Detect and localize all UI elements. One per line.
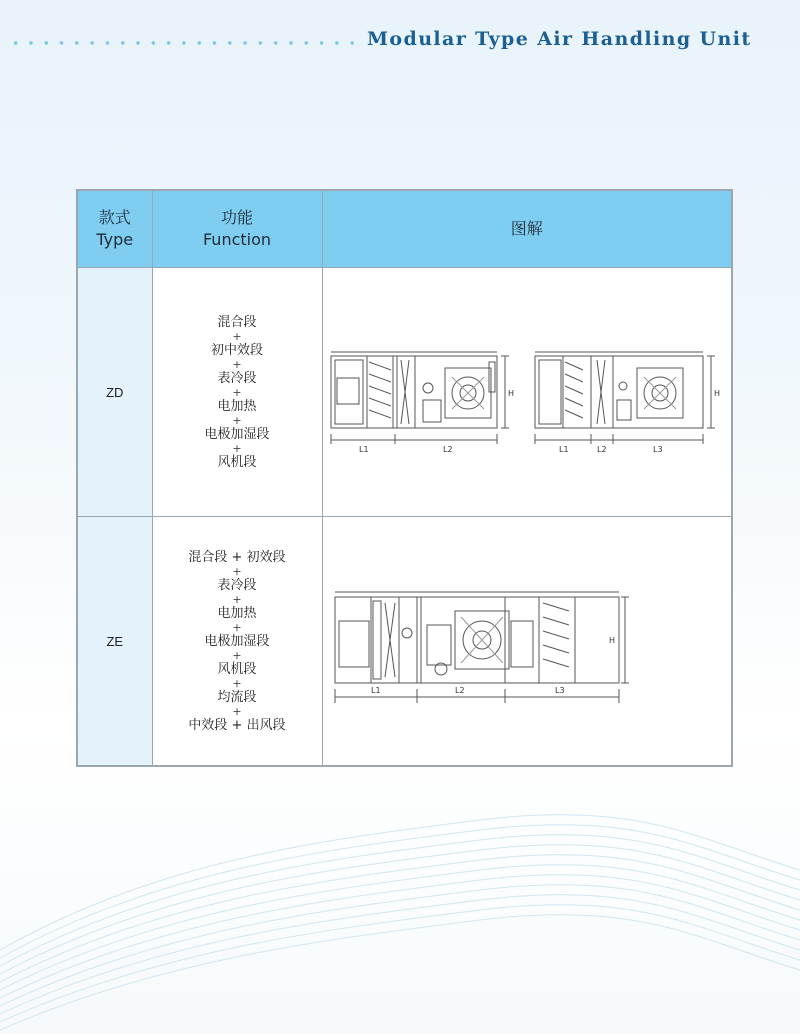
dim-label: H: [713, 389, 720, 398]
plus-sign: +: [232, 564, 242, 578]
plus-sign: +: [232, 592, 242, 606]
function-item: 混合段: [217, 314, 257, 330]
unit-diagram-ze: [323, 517, 731, 761]
dim-label: H: [608, 636, 615, 645]
plus-sign: +: [232, 357, 242, 371]
table-row-zd: [77, 268, 732, 517]
function-item: 混合段 + 初效段: [188, 549, 286, 565]
plus-sign: +: [232, 413, 242, 427]
dim-label: L1: [358, 445, 369, 454]
function-item: 电加热: [217, 398, 257, 414]
dim-label: H: [507, 389, 514, 398]
plus-sign: +: [232, 620, 242, 634]
table-row-ze: [77, 517, 732, 767]
function-item: 中效段 + 出风段: [188, 717, 286, 733]
function-item: 电极加湿段: [204, 633, 270, 649]
spec-table: [76, 189, 733, 767]
function-item: 风机段: [217, 454, 257, 470]
plus-sign: +: [232, 329, 242, 343]
diagram-cell: [322, 517, 732, 767]
diagram-cell: [322, 268, 732, 517]
type-cell: ZD: [77, 268, 152, 517]
header-function-cn: 功能: [220, 208, 253, 227]
header-type-cn: 款式: [98, 208, 131, 227]
function-item: 表冷段: [217, 577, 257, 593]
page-header: [0, 26, 800, 56]
header-function-en: Function: [202, 230, 272, 249]
function-list: [152, 268, 322, 517]
plus-sign: +: [232, 704, 242, 718]
function-list: [152, 517, 322, 767]
header-function: [152, 190, 322, 268]
dim-label: L1: [370, 686, 381, 695]
function-item: 均流段: [217, 689, 257, 705]
dotted-rule: [8, 41, 360, 45]
function-item: 风机段: [217, 661, 257, 677]
header-title: Modular Type Air Handling Unit: [367, 28, 752, 50]
header-type-en: Type: [96, 230, 134, 249]
plus-sign: +: [232, 648, 242, 662]
header-type: [77, 190, 152, 268]
dim-label: L3: [554, 686, 565, 695]
dim-label: L2: [442, 445, 453, 454]
dim-label: L1: [558, 445, 569, 454]
type-cell: ZE: [77, 517, 152, 767]
dim-label: L2: [454, 686, 465, 695]
function-item: 初中效段: [210, 342, 263, 358]
plus-sign: +: [232, 385, 242, 399]
dim-label: L3: [652, 445, 663, 454]
table-header-row: [77, 190, 732, 268]
function-item: 表冷段: [217, 370, 257, 386]
plus-sign: +: [232, 441, 242, 455]
unit-diagram-zd: [323, 268, 731, 512]
plus-sign: +: [232, 676, 242, 690]
function-item: 电极加湿段: [204, 426, 270, 442]
header-diagram: 图解: [322, 190, 732, 268]
dim-label: L2: [596, 445, 607, 454]
function-item: 电加热: [217, 605, 257, 621]
decorative-waves: [0, 800, 800, 1034]
